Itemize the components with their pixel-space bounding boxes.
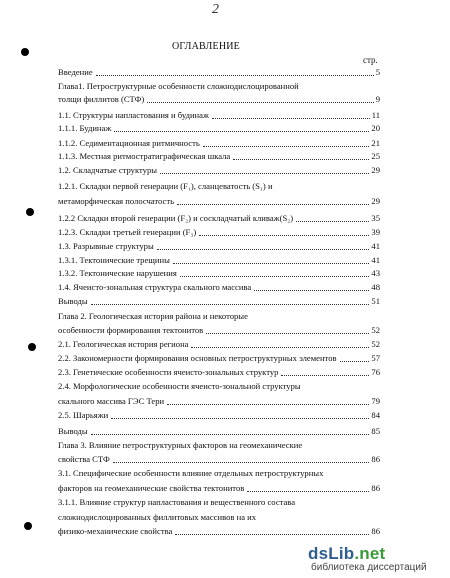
binder-hole-dot: [26, 208, 34, 216]
toc-entry: [58, 439, 380, 451]
toc-entry: [58, 511, 380, 523]
toc-entry-title: 1.2.1. Складки первой генерации (F₁), сланцеватость (S₁) и: [58, 181, 273, 191]
toc-entry: [58, 267, 380, 279]
logo-tld-text: .net: [354, 544, 386, 563]
dot-leader: [114, 131, 369, 132]
dot-leader: [160, 173, 369, 174]
toc-entry-page: 57: [371, 353, 380, 363]
toc-entry-page: 9: [375, 94, 380, 104]
dot-leader: [177, 204, 369, 205]
toc-entry-title: 1.3.1. Тектонические трещины: [58, 255, 170, 265]
dot-leader: [175, 534, 369, 535]
toc-entry-title: 1.2.3. Складки третьей генерации (F₃): [58, 227, 197, 237]
toc-entry-title: 1.3. Разрывные структуры: [58, 241, 154, 251]
toc-entry-title: 2.1. Геологическая история региона: [58, 339, 189, 349]
toc-entry-page: 76: [371, 367, 380, 377]
toc-entry: [58, 295, 380, 307]
toc-entry-page: 41: [371, 255, 380, 265]
toc-entry-title: 1.4. Ячеисто-зональная структура скального массива: [58, 282, 252, 292]
toc-entry-title: Введение: [58, 67, 93, 77]
dot-leader: [340, 361, 370, 362]
toc-entry: [58, 122, 380, 134]
toc-entry-title: Глава 2. Геологическая история района и некоторые: [58, 311, 248, 321]
dot-leader: [199, 235, 369, 236]
dot-leader: [212, 118, 370, 119]
dot-leader: [91, 434, 370, 435]
toc-entry-title: особенности формирования тектонитов: [58, 325, 204, 335]
toc-entry-page: 5: [375, 67, 380, 77]
toc-entry-page: 29: [371, 165, 380, 175]
toc-entry-page: 52: [371, 339, 380, 349]
dot-leader: [111, 418, 369, 419]
toc-entry: [58, 453, 380, 465]
dot-leader: [180, 276, 370, 277]
toc-entry-page: 21: [371, 138, 380, 148]
toc-entry-page: 84: [371, 410, 380, 420]
toc-entry-title: 1.1.2. Седиментационная ритмичность: [58, 138, 200, 148]
toc-entry-page: 29: [371, 196, 380, 206]
toc-entry: [58, 66, 380, 78]
toc-entry: [58, 395, 380, 407]
binder-hole-dot: [28, 343, 36, 351]
site-subtitle: библиотека диссертаций: [311, 562, 427, 573]
toc-entry-title: 2.4. Морфологические особенности ячеисто-зональной структуры: [58, 381, 301, 391]
page-title: ОГЛАВЛЕНИЕ: [172, 41, 240, 52]
toc-entry-title: 2.5. Шарьяжи: [58, 410, 109, 420]
toc-entry: [58, 137, 380, 149]
toc-entry-title: факторов на геомеханические свойства тектонитов: [58, 483, 245, 493]
toc-entry: [58, 240, 380, 252]
toc-entry: [58, 212, 380, 224]
dot-leader: [191, 347, 369, 348]
dot-leader: [173, 263, 370, 264]
toc-entry: [58, 109, 380, 121]
dot-leader: [91, 304, 370, 305]
toc-entry-title: 1.2.2 Складки второй генерации (F₂) и соскладчатый кливаж(S₂): [58, 213, 294, 223]
toc-entry-page: 11: [371, 110, 380, 120]
dot-leader: [281, 375, 369, 376]
toc-entry: [58, 324, 380, 336]
toc-entry-title: 1.1.3. Местная ритмостратиграфическая шкала: [58, 151, 231, 161]
toc-entry-page: 86: [371, 483, 380, 493]
toc-entry-page: 43: [371, 268, 380, 278]
toc-entry-page: 86: [371, 526, 380, 536]
toc-entry: [58, 482, 380, 494]
dot-leader: [147, 102, 373, 103]
toc-entry-title: 1.1.1. Будинаж: [58, 123, 112, 133]
toc-entry-title: физико-механические свойства: [58, 526, 173, 536]
toc-entry: [58, 425, 380, 437]
toc-entry-title: 2.3. Генетические особенности ячеисто-зональных структур: [58, 367, 279, 377]
toc-entry: [58, 525, 380, 537]
toc-entry: [58, 195, 380, 207]
toc-entry-title: свойства СТФ: [58, 454, 110, 464]
dot-leader: [296, 221, 369, 222]
toc-entry: [58, 164, 380, 176]
dot-leader: [203, 146, 370, 147]
dot-leader: [157, 249, 370, 250]
site-logo[interactable]: [308, 544, 385, 564]
logo-main-text: dsLib: [308, 544, 355, 563]
toc-entry-title: 1.2. Складчатые структуры: [58, 165, 158, 175]
dot-leader: [254, 290, 369, 291]
toc-entry-page: 48: [371, 282, 380, 292]
toc-entry: [58, 80, 380, 92]
dot-leader: [167, 404, 369, 405]
toc-entry-title: 1.1. Структуры наплаcтования и будинаж: [58, 110, 209, 120]
toc-entry-page: 79: [371, 396, 380, 406]
toc-entry: [58, 467, 380, 479]
toc-entry-title: толщи филлитов (СТФ): [58, 94, 145, 104]
toc-entry-title: 3.1.1. Влияние структур наплаcтования и вещественного состава: [58, 497, 296, 507]
toc-entry-page: 20: [371, 123, 380, 133]
toc-entry: [58, 150, 380, 162]
toc-entry: [58, 496, 380, 508]
toc-entry: [58, 310, 380, 322]
toc-entry-title: метаморфическая полосчатость: [58, 196, 175, 206]
dot-leader: [247, 491, 369, 492]
toc-entry-title: 2.2. Закономерности формирования основных петроструктурных элементов: [58, 353, 337, 363]
toc-entry-title: Глава 3. Влияние петроструктурных факторов на геомеханические: [58, 440, 303, 450]
toc-entry-page: 85: [371, 426, 380, 436]
toc-entry: [58, 180, 380, 192]
toc-entry: [58, 226, 380, 238]
toc-entry-page: 51: [371, 296, 380, 306]
toc-entry: [58, 366, 380, 378]
page-column-label: стр.: [363, 55, 378, 65]
binder-hole-dot: [24, 522, 32, 530]
toc-entry-page: 35: [371, 213, 380, 223]
toc-entry-title: сложнодислоцированных филлитовых массивов на их: [58, 512, 257, 522]
toc-entry: [58, 409, 380, 421]
dot-leader: [233, 159, 369, 160]
toc-entry-title: Глава1. Петроструктурные особенности сложнодислоцированной: [58, 81, 299, 91]
dot-leader: [113, 462, 370, 463]
toc-entry: [58, 380, 380, 392]
toc-entry: [58, 254, 380, 266]
dot-leader: [96, 75, 374, 76]
toc-entry-title: Выводы: [58, 296, 88, 306]
toc-entry: [58, 338, 380, 350]
toc-entry: [58, 281, 380, 293]
toc-entry-title: 3.1. Специфические особенности влияние отдельных петроструктурных: [58, 468, 324, 478]
toc-entry-page: 39: [371, 227, 380, 237]
toc-entry-title: 1.3.2. Тектонические нарушения: [58, 268, 177, 278]
binder-hole-dot: [21, 48, 29, 56]
toc-entry-page: 41: [371, 241, 380, 251]
page-number: 2: [212, 2, 219, 17]
toc-entry-page: 86: [371, 454, 380, 464]
toc-entry: [58, 93, 380, 105]
toc-entry-title: скального массива ГЭС Тери: [58, 396, 165, 406]
toc-entry: [58, 352, 380, 364]
toc-entry-page: 52: [371, 325, 380, 335]
dot-leader: [206, 333, 369, 334]
toc-entry-title: Выводы: [58, 426, 88, 436]
toc-entry-page: 25: [371, 151, 380, 161]
